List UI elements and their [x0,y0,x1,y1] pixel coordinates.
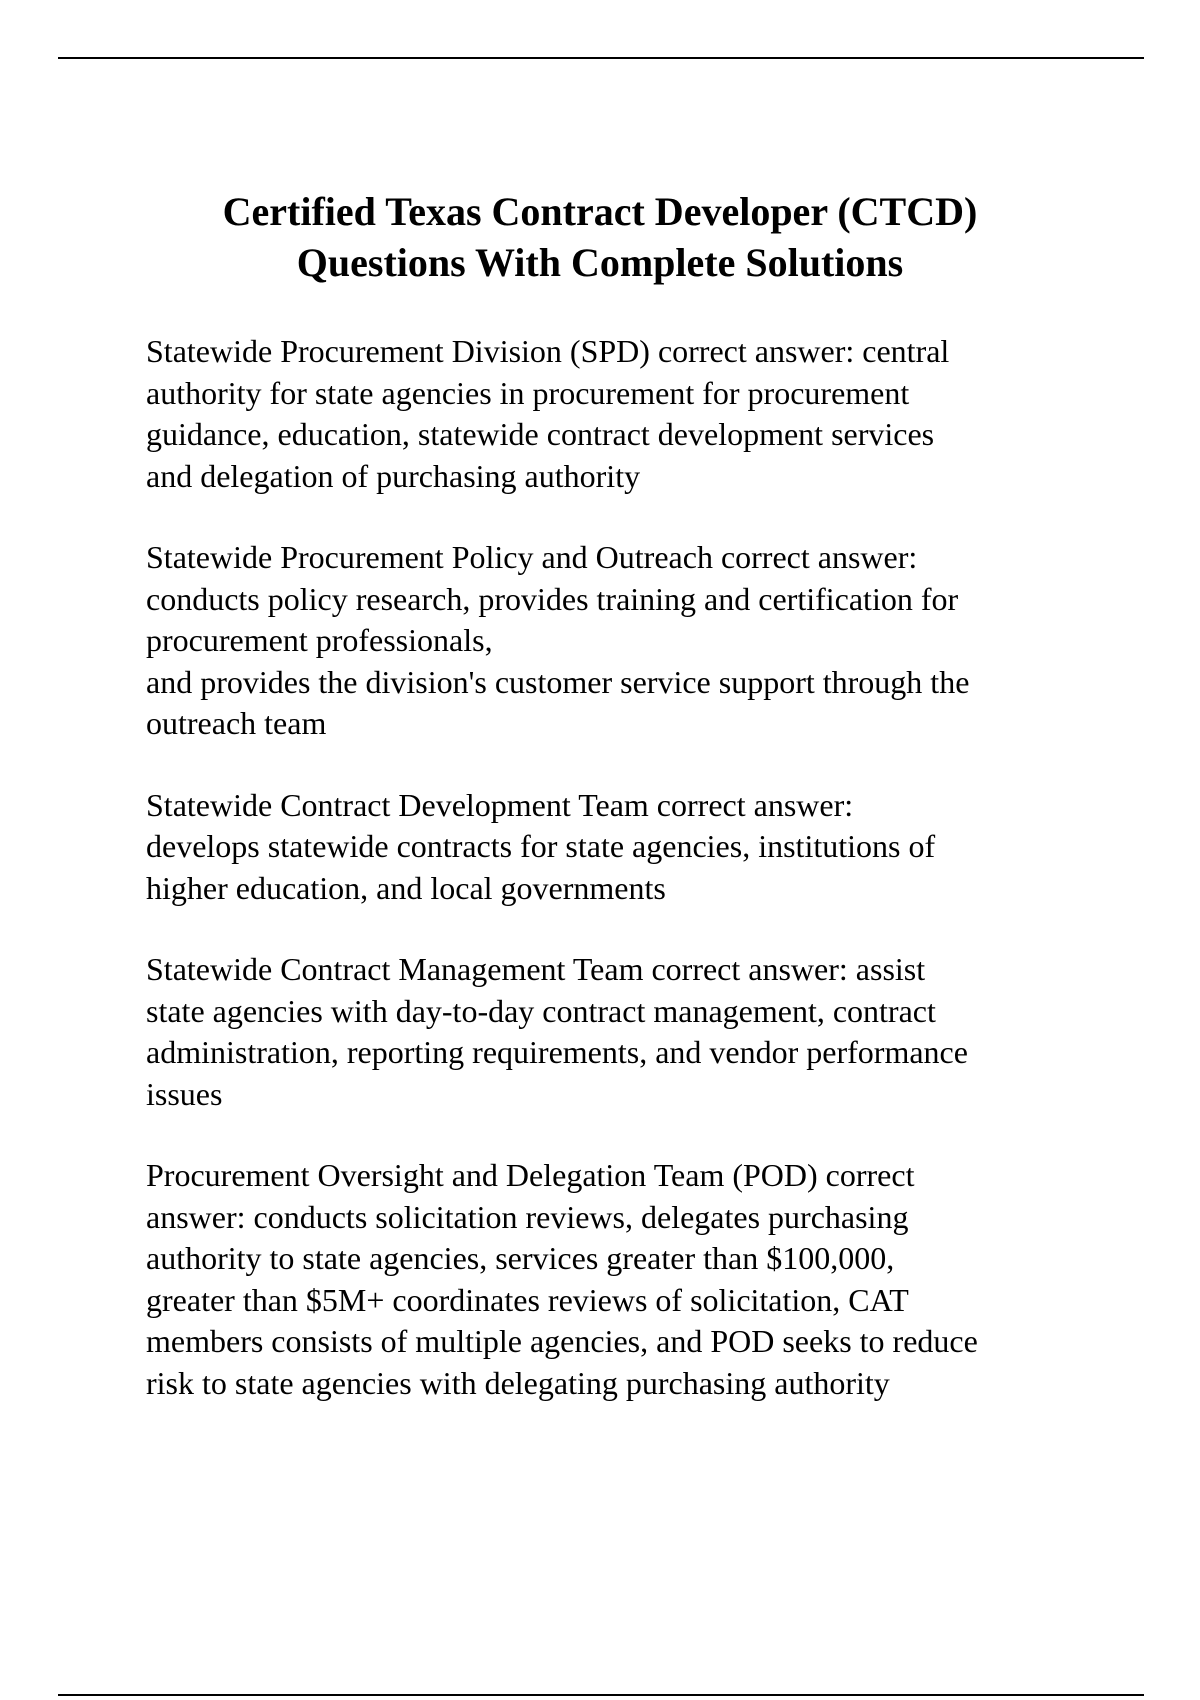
entry-line: and provides the division's customer service support through the [146,663,970,700]
entry-line: higher education, and local governments [146,869,666,906]
entry-line: procurement professionals, [146,622,493,658]
entry-line: Procurement Oversight and Delegation Team (POD) correct [146,1157,915,1193]
bottom-rule [58,1694,1144,1696]
qa-entry-pod [146,1155,1106,1404]
entry-line: Statewide Contract Management Team correct answer: assist [146,951,926,987]
entry-line: and delegation of purchasing authority [146,457,641,494]
qa-entry-policy-outreach [146,537,1106,745]
entry-line: Statewide Procurement Division (SPD) correct answer: central [146,333,950,369]
entry-line: outreach team [146,705,327,741]
entry-line: greater than $5M+ coordinates reviews of solicitation, CAT [146,1281,909,1318]
qa-entry-contract-management [146,949,1106,1115]
entry-line: Statewide Contract Development Team correct answer: [146,786,854,823]
entry-line: members consists of multiple agencies, and POD seeks to reduce [146,1323,978,1359]
qa-entry-contract-development [146,785,1106,910]
entry-line: authority for state agencies in procurement for procurement [146,374,910,411]
qa-entries [146,331,1106,1444]
entry-line: conducts policy research, provides training and certification for [146,580,959,617]
document-title [0,186,1200,288]
entry-line: issues [146,1075,223,1112]
entry-line: Statewide Procurement Policy and Outreach correct answer: [146,539,918,575]
entry-line: answer: conducts solicitation reviews, delegates purchasing [146,1198,909,1235]
top-rule [58,57,1144,59]
entry-line: risk to state agencies with delegating purchasing authority [146,1364,890,1401]
title-line: Questions With Complete Solutions [296,240,904,285]
entry-line: authority to state agencies, services greater than $100,000, [146,1240,895,1276]
entry-line: guidance, education, statewide contract development services [146,416,935,452]
title-line: Certified Texas Contract Developer (CTCD) [222,189,978,234]
entry-line: develops statewide contracts for state agencies, institutions of [146,828,936,864]
qa-entry-spd [146,331,1106,497]
entry-line: state agencies with day-to-day contract management, contract [146,992,936,1029]
entry-line: administration, reporting requirements, and vendor performance [146,1034,968,1070]
